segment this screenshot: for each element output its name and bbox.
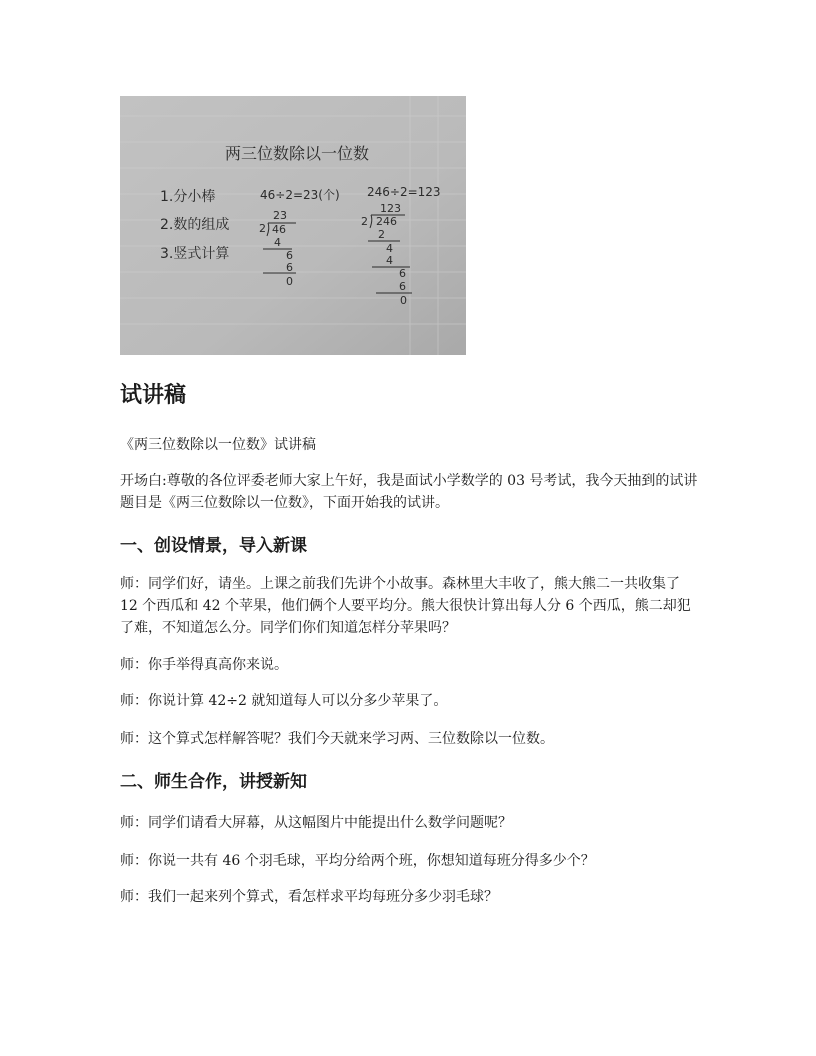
photo-step-line-2-c: 4 xyxy=(386,254,393,267)
opening-paragraph: 开场白:尊敬的各位评委老师大家上午好，我是面试小学数学的 03 号考试，我今天抽到的试讲题目是《两三位数除以一位数》，下面开始我的试讲。 xyxy=(120,473,698,511)
paragraph-raise-hand: 师：你手举得真高你来说。 xyxy=(120,657,288,673)
photo-step-line-1-b: 6 xyxy=(286,249,293,262)
photo-dividend-2: 246 xyxy=(376,215,397,228)
paragraph-topic: 师：这个算式怎样解答呢？我们今天就来学习两、三位数除以一位数。 xyxy=(120,731,554,747)
notebook-photo-graphic xyxy=(120,96,466,355)
notebook-photo xyxy=(120,96,466,355)
photo-step-line-2-a: 2 xyxy=(378,228,385,241)
photo-step-2: 2.数的组成 xyxy=(160,217,230,233)
photo-dividend-1: 46 xyxy=(272,223,286,236)
paragraph-story: 师：同学们好，请坐。上课之前我们先讲个小故事。森林里大丰收了，熊大熊二一共收集了 12 个西瓜和 42 个苹果，他们俩个人要平均分。熊大很快计算出每人分 6 个西瓜，熊二却犯了难，不知道怎么分。同学们你们知道怎样分苹果吗？ xyxy=(120,576,691,636)
photo-step-line-1-a: 4 xyxy=(274,236,281,249)
document-subtitle: 《两三位数除以一位数》试讲稿 xyxy=(120,437,316,453)
photo-quotient-2: 123 xyxy=(380,202,401,215)
photo-step-line-2-b: 4 xyxy=(386,242,393,255)
paragraph-screen: 师：同学们请看大屏幕，从这幅图片中能提出什么数学问题呢？ xyxy=(120,815,512,831)
photo-step-line-1-c: 6 xyxy=(286,261,293,274)
document-title: 试讲稿 xyxy=(120,383,187,408)
photo-equation-2: 246÷2=123 xyxy=(367,185,441,199)
photo-step-3: 3.竖式计算 xyxy=(160,246,230,262)
photo-equation-1: 46÷2=23(个) xyxy=(260,188,340,202)
photo-step-line-1-d: 0 xyxy=(286,275,293,288)
paragraph-equation: 师：我们一起来列个算式，看怎样求平均每班分多少羽毛球？ xyxy=(120,889,498,905)
photo-divisor-1: 2 xyxy=(259,222,266,235)
section-heading-1: 一、创设情景，导入新课 xyxy=(120,536,307,556)
paragraph-calc: 师：你说计算 42÷2 就知道每人可以分多少苹果了。 xyxy=(120,693,448,709)
photo-divisor-2: 2 xyxy=(361,215,368,228)
paragraph-badminton: 师：你说一共有 46 个羽毛球，平均分给两个班，你想知道每班分得多少个？ xyxy=(120,853,595,869)
photo-step-line-2-e: 6 xyxy=(399,280,406,293)
document-body xyxy=(120,378,700,905)
section-heading-2: 二、师生合作，讲授新知 xyxy=(120,772,307,792)
photo-step-1: 1.分小棒 xyxy=(160,189,216,205)
photo-step-line-2-d: 6 xyxy=(399,267,406,280)
photo-title: 两三位数除以一位数 xyxy=(225,144,370,163)
photo-quotient-1: 23 xyxy=(273,209,287,222)
photo-step-line-2-f: 0 xyxy=(400,294,407,307)
